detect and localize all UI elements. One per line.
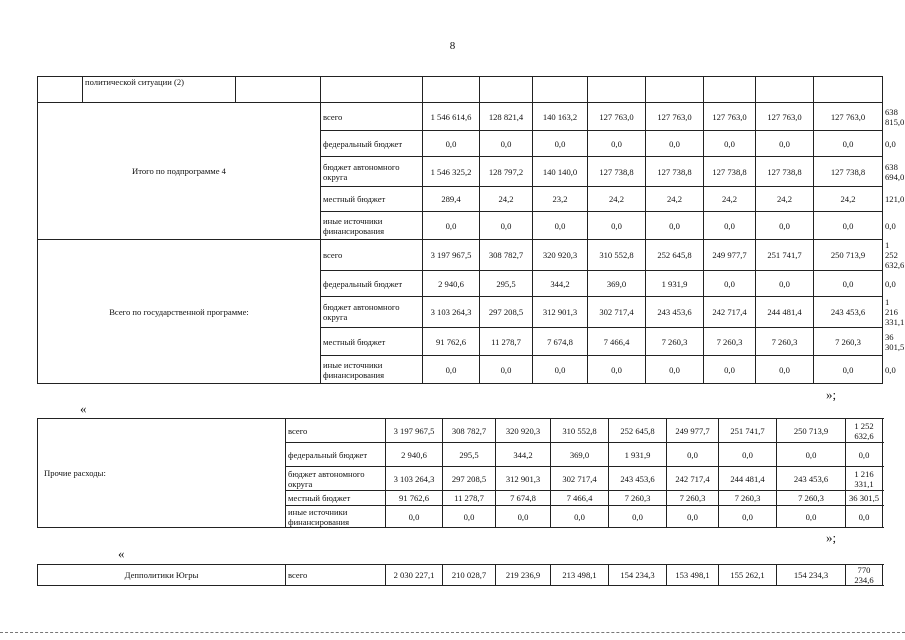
- value-cell: 0,0: [814, 212, 883, 240]
- value-cell: 127 763,0: [588, 103, 646, 131]
- group-title: Прочие расходы:: [38, 419, 286, 528]
- value-cell: 308 782,7: [443, 419, 496, 443]
- value-cell: 1 931,9: [646, 271, 704, 297]
- value-cell: 7 260,3: [667, 491, 719, 506]
- subprogram4-group: [38, 103, 905, 240]
- value-cell: 320 920,3: [533, 240, 588, 271]
- value-cell: 297 208,5: [480, 297, 533, 328]
- row-label: всего: [286, 565, 386, 586]
- value-cell: 210 028,7: [443, 565, 496, 586]
- value-cell: 1 252 632,6: [846, 419, 883, 443]
- budget-table-depolitiki: [37, 564, 883, 586]
- value-cell: 0,0: [496, 506, 551, 528]
- value-cell: 297 208,5: [443, 467, 496, 491]
- value-cell: 1 931,9: [609, 443, 667, 467]
- row-label: бюджет автономного округа: [321, 297, 423, 328]
- value-cell: 0,0: [756, 212, 814, 240]
- value-cell: 3 103 264,3: [386, 467, 443, 491]
- value-cell: 289,4: [423, 187, 480, 212]
- value-cell: 242 717,4: [704, 297, 756, 328]
- value-cell: 0,0: [646, 131, 704, 157]
- table-row: федеральный бюджет 2 940,6 295,5 344,2 369,0 1 931,9 0,0 0,0 0,0 0,0: [38, 271, 883, 297]
- value-cell: 0,0: [777, 443, 846, 467]
- value-cell: 128 821,4: [480, 103, 533, 131]
- bottom-rule: [0, 632, 905, 633]
- value-cell: 344,2: [533, 271, 588, 297]
- value-cell: 0,0: [756, 356, 814, 384]
- value-cell: 302 717,4: [588, 297, 646, 328]
- value-cell: 36 301,5: [846, 491, 883, 506]
- value-cell: 7 466,4: [588, 328, 646, 356]
- value-cell: 308 782,7: [480, 240, 533, 271]
- value-cell: 252 645,8: [646, 240, 704, 271]
- group-title: Всего по государственной программе:: [38, 240, 321, 384]
- value-cell: 0,0: [551, 506, 609, 528]
- value-cell: 244 481,4: [756, 297, 814, 328]
- depolitiki-title: Депполитики Югры: [38, 565, 286, 586]
- row-label: федеральный бюджет: [321, 131, 423, 157]
- table-row-depolitiki: [38, 565, 883, 586]
- value-cell: 243 453,6: [646, 297, 704, 328]
- table-row: федеральный бюджет 0,0 0,0 0,0 0,0 0,0 0,0 0,0 0,0 0,0: [38, 131, 883, 157]
- value-cell: 0,0: [588, 212, 646, 240]
- value-cell: 1 546 325,2: [423, 157, 480, 187]
- value-cell: 0,0: [667, 506, 719, 528]
- value-cell: 154 234,3: [609, 565, 667, 586]
- value-cell: 2 030 227,1: [386, 565, 443, 586]
- value-cell: 0,0: [588, 131, 646, 157]
- value-cell: 140 163,2: [533, 103, 588, 131]
- value-cell: 0,0: [704, 271, 756, 297]
- state-program-group: [38, 240, 905, 384]
- fragment-text: политической ситуации (2): [83, 77, 236, 103]
- value-cell: 242 717,4: [667, 467, 719, 491]
- value-cell: 11 278,7: [480, 328, 533, 356]
- value-cell: 251 741,7: [719, 419, 777, 443]
- value-cell: 24,2: [814, 187, 883, 212]
- value-cell: 0,0: [846, 443, 883, 467]
- value-cell: 0,0: [423, 356, 480, 384]
- value-cell: 128 797,2: [480, 157, 533, 187]
- value-cell: 302 717,4: [551, 467, 609, 491]
- value-cell: 0,0: [814, 271, 883, 297]
- value-cell: 127 763,0: [646, 103, 704, 131]
- value-cell: 0,0: [704, 131, 756, 157]
- table-row: местный бюджет 91 762,6 11 278,7 7 674,8 7 466,4 7 260,3 7 260,3 7 260,3 7 260,3 36 301,5: [38, 328, 883, 356]
- row-label: бюджет автономного округа: [321, 157, 423, 187]
- value-cell: 320 920,3: [496, 419, 551, 443]
- value-cell: 7 260,3: [756, 328, 814, 356]
- value-cell: 310 552,8: [588, 240, 646, 271]
- value-cell: 295,5: [480, 271, 533, 297]
- value-cell: 127 738,8: [704, 157, 756, 187]
- value-cell: 0,0: [480, 356, 533, 384]
- value-cell: 154 234,3: [777, 565, 846, 586]
- value-cell: 0,0: [609, 506, 667, 528]
- value-cell: 24,2: [756, 187, 814, 212]
- value-cell: 127 738,8: [646, 157, 704, 187]
- value-cell: 7 260,3: [704, 328, 756, 356]
- value-cell: 7 466,4: [551, 491, 609, 506]
- value-cell: 23,2: [533, 187, 588, 212]
- value-cell: 213 498,1: [551, 565, 609, 586]
- value-cell: 243 453,6: [814, 297, 883, 328]
- value-cell: 0,0: [646, 212, 704, 240]
- value-cell: 0,0: [846, 506, 883, 528]
- value-cell: 0,0: [756, 271, 814, 297]
- row-label: иные источники финансирования: [321, 212, 423, 240]
- value-cell: 249 977,7: [704, 240, 756, 271]
- value-cell: 243 453,6: [609, 467, 667, 491]
- row-label: местный бюджет: [321, 187, 423, 212]
- value-cell: 0,0: [386, 506, 443, 528]
- value-cell: 770 234,6: [846, 565, 883, 586]
- value-cell: 369,0: [588, 271, 646, 297]
- table-row: иные источники финансирования 0,0 0,0 0,0 0,0 0,0 0,0 0,0 0,0 0,0: [38, 212, 883, 240]
- value-cell: 0,0: [704, 356, 756, 384]
- value-cell: 127 763,0: [814, 103, 883, 131]
- value-cell: 0,0: [719, 443, 777, 467]
- value-cell: 7 260,3: [814, 328, 883, 356]
- table-row: бюджет автономного округа 1 546 325,2 128 797,2 140 140,0 127 738,8 127 738,8 127 738,8 127 738,8 127 738,8 638 694,0: [38, 157, 883, 187]
- value-cell: 127 738,8: [588, 157, 646, 187]
- value-cell: 250 713,9: [814, 240, 883, 271]
- value-cell: 0,0: [533, 356, 588, 384]
- value-cell: 155 262,1: [719, 565, 777, 586]
- row-label: иные источники финансирования: [286, 506, 386, 528]
- table-row: бюджет автономного округа 3 103 264,3 297 208,5 312 901,3 302 717,4 243 453,6 242 717,4 244 481,4 243 453,6 1 216 331,1: [38, 297, 883, 328]
- value-cell: 0,0: [480, 212, 533, 240]
- value-cell: 24,2: [588, 187, 646, 212]
- budget-table-main: [37, 76, 905, 384]
- value-cell: 7 674,8: [533, 328, 588, 356]
- value-cell: 369,0: [551, 443, 609, 467]
- row-label: всего: [321, 240, 423, 271]
- value-cell: 3 197 967,5: [386, 419, 443, 443]
- value-cell: 251 741,7: [756, 240, 814, 271]
- value-cell: 249 977,7: [667, 419, 719, 443]
- value-cell: 0,0: [480, 131, 533, 157]
- table-row: местный бюджет 289,4 24,2 23,2 24,2 24,2 24,2 24,2 24,2 121,0: [38, 187, 883, 212]
- value-cell: 2 940,6: [423, 271, 480, 297]
- value-cell: 2 940,6: [386, 443, 443, 467]
- value-cell: 0,0: [533, 212, 588, 240]
- value-cell: 0,0: [588, 356, 646, 384]
- row-label: всего: [321, 103, 423, 131]
- value-cell: 0,0: [667, 443, 719, 467]
- closing-quote: »;: [826, 387, 837, 402]
- value-cell: 0,0: [756, 131, 814, 157]
- group-title: Итого по подпрограмме 4: [38, 103, 321, 240]
- row-label: местный бюджет: [286, 491, 386, 506]
- value-cell: 24,2: [480, 187, 533, 212]
- opening-quote: «: [80, 401, 87, 416]
- value-cell: 24,2: [704, 187, 756, 212]
- value-cell: 0,0: [533, 131, 588, 157]
- row-label: федеральный бюджет: [286, 443, 386, 467]
- value-cell: 244 481,4: [719, 467, 777, 491]
- value-cell: 0,0: [719, 506, 777, 528]
- value-cell: 127 738,8: [814, 157, 883, 187]
- value-cell: 0,0: [814, 131, 883, 157]
- value-cell: 0,0: [423, 212, 480, 240]
- value-cell: 24,2: [646, 187, 704, 212]
- value-cell: 7 260,3: [609, 491, 667, 506]
- closing-quote-2: »;: [826, 530, 837, 545]
- other-expenses-group: [38, 419, 883, 528]
- value-cell: 0,0: [423, 131, 480, 157]
- value-cell: 0,0: [704, 212, 756, 240]
- value-cell: 1 216 331,1: [846, 467, 883, 491]
- value-cell: 219 236,9: [496, 565, 551, 586]
- value-cell: 0,0: [646, 356, 704, 384]
- value-cell: 7 260,3: [646, 328, 704, 356]
- table-row: [38, 419, 883, 443]
- value-cell: 295,5: [443, 443, 496, 467]
- value-cell: 344,2: [496, 443, 551, 467]
- value-cell: 127 763,0: [704, 103, 756, 131]
- value-cell: 3 197 967,5: [423, 240, 480, 271]
- table-row: Итого по подпрограмме 4 всего 1 546 614,6 128 821,4 140 163,2 127 763,0 127 763,0 127 763,0 127 763,0 127 763,0 638 815,0: [38, 103, 883, 131]
- value-cell: 91 762,6: [386, 491, 443, 506]
- opening-quote-2: «: [118, 546, 125, 561]
- value-cell: 7 260,3: [719, 491, 777, 506]
- value-cell: 7 674,8: [496, 491, 551, 506]
- value-cell: 0,0: [814, 356, 883, 384]
- value-cell: 312 901,3: [533, 297, 588, 328]
- page-number: 8: [449, 40, 456, 52]
- table-row-fragment: [38, 77, 883, 103]
- value-cell: 312 901,3: [496, 467, 551, 491]
- value-cell: 127 738,8: [756, 157, 814, 187]
- value-cell: 3 103 264,3: [423, 297, 480, 328]
- value-cell: 243 453,6: [777, 467, 846, 491]
- value-cell: 140 140,0: [533, 157, 588, 187]
- value-cell: 127 763,0: [756, 103, 814, 131]
- table-row: Всего по государственной программе: всего 3 197 967,5 308 782,7 320 920,3 310 552,8 252 645,8 249 977,7 251 741,7 250 713,9 1 252 632,6: [38, 240, 883, 271]
- table-row: иные источники финансирования 0,0 0,0 0,0 0,0 0,0 0,0 0,0 0,0 0,0: [38, 356, 883, 384]
- row-label: федеральный бюджет: [321, 271, 423, 297]
- row-label: местный бюджет: [321, 328, 423, 356]
- value-cell: 252 645,8: [609, 419, 667, 443]
- value-cell: 7 260,3: [777, 491, 846, 506]
- row-label: всего: [286, 419, 386, 443]
- row-label: бюджет автономного округа: [286, 467, 386, 491]
- value-cell: 310 552,8: [551, 419, 609, 443]
- row-label: иные источники финансирования: [321, 356, 423, 384]
- value-cell: 1 546 614,6: [423, 103, 480, 131]
- value-cell: 250 713,9: [777, 419, 846, 443]
- value-cell: 0,0: [443, 506, 496, 528]
- value-cell: 153 498,1: [667, 565, 719, 586]
- value-cell: 91 762,6: [423, 328, 480, 356]
- value-cell: 11 278,7: [443, 491, 496, 506]
- budget-table-other: [37, 418, 883, 528]
- value-cell: 0,0: [777, 506, 846, 528]
